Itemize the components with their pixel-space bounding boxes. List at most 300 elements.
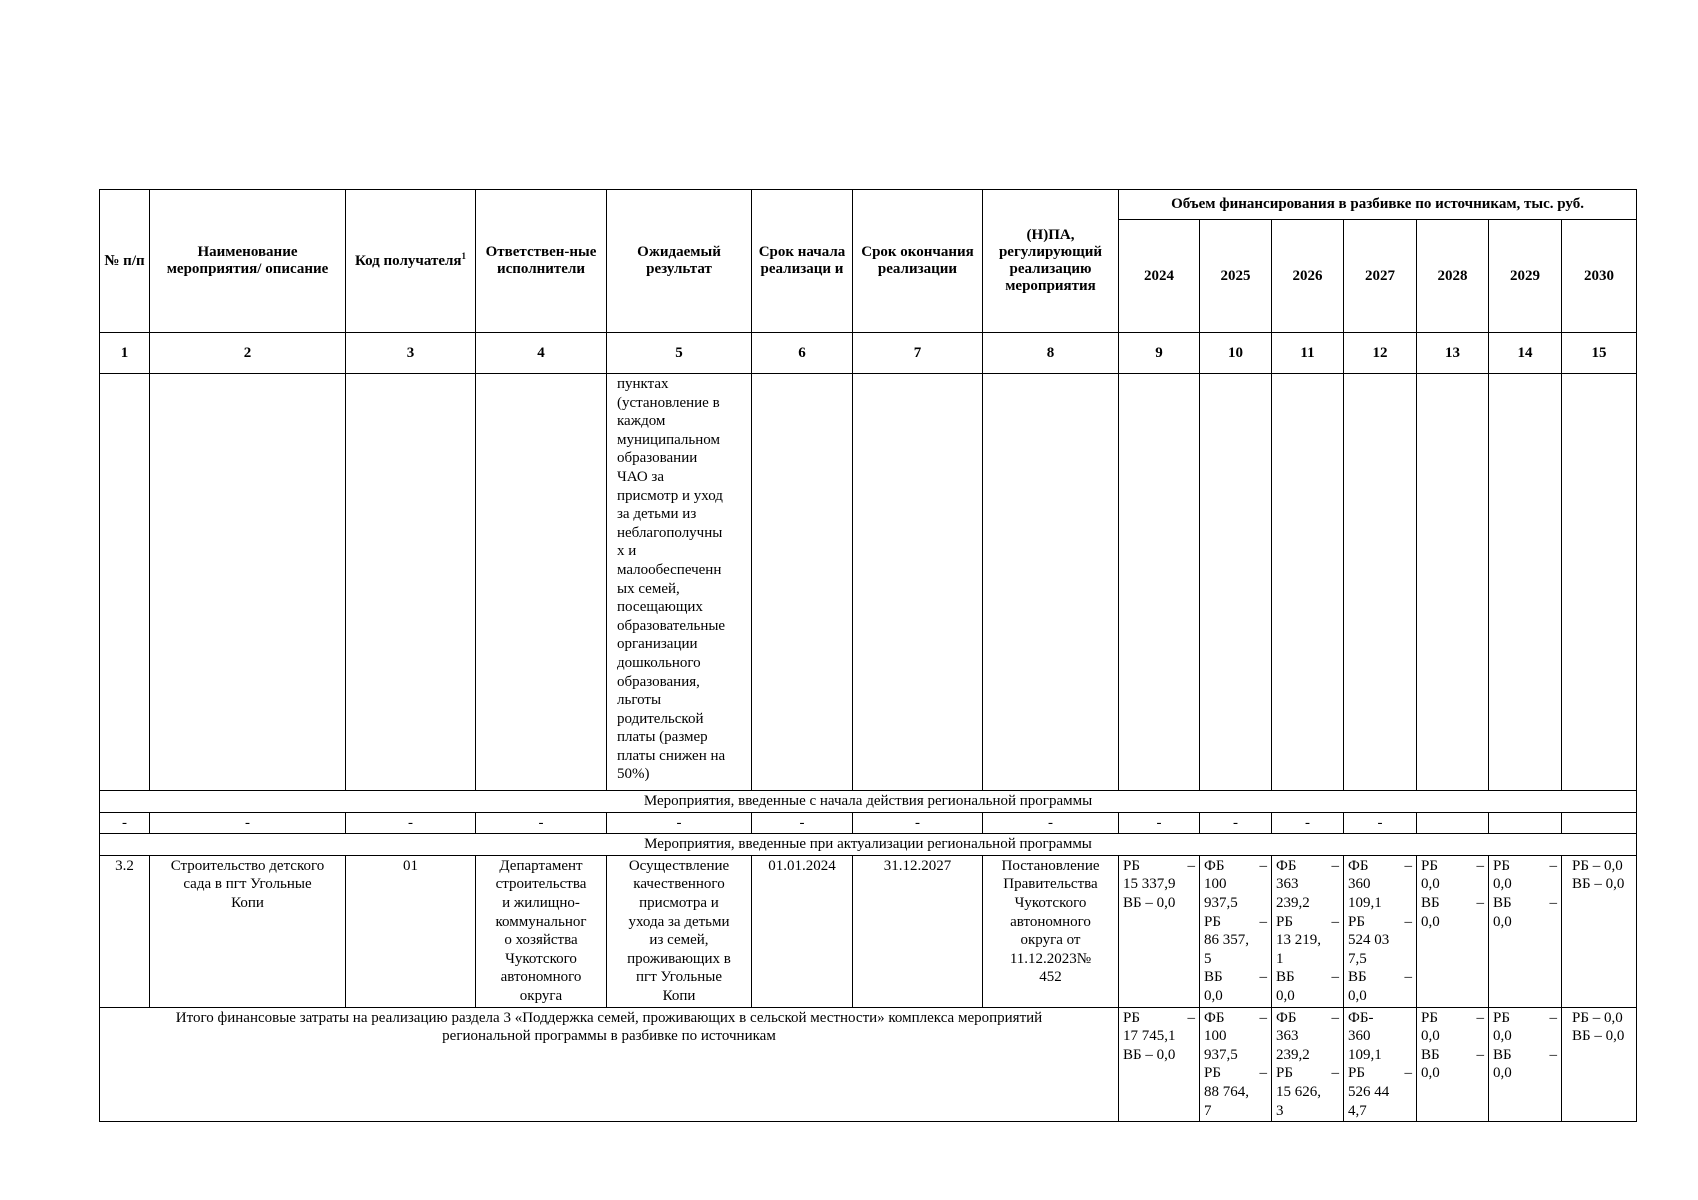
funding-line: [1493, 913, 1557, 932]
text-line: проживающих в: [627, 950, 731, 967]
header-year: 2026: [1272, 220, 1344, 333]
funding-part: 239,2: [1276, 1046, 1310, 1063]
funding-line: [1348, 913, 1412, 932]
row-3-2: [100, 855, 1637, 1007]
dash-cell: -: [1119, 812, 1200, 834]
text-line: платы снижен на: [617, 747, 726, 764]
funding-part: 0,0: [1421, 913, 1440, 930]
row-number: 3.2: [100, 855, 150, 1007]
text-line: ухода за детьми: [628, 913, 730, 930]
funding-part: 1: [1276, 950, 1284, 967]
header-year: 2030: [1562, 220, 1637, 333]
section-start-row: [100, 791, 1637, 813]
header-npa: (Н)ПА, регулирующий реализацию мероприятия: [983, 190, 1119, 333]
text-line: автономного: [1010, 913, 1091, 930]
cell-empty: [1489, 374, 1562, 791]
funding-line: [1276, 1064, 1339, 1083]
funding-part: ВБ – 0,0: [1572, 1028, 1625, 1045]
funding-line: [1493, 1009, 1557, 1028]
text-line: присмотр и уход: [617, 487, 723, 504]
funding-part: 13 219,: [1276, 932, 1321, 949]
funding-line: [1421, 913, 1484, 932]
text-line: автономного: [500, 969, 582, 986]
funding-2028: [1417, 855, 1489, 1007]
funding-part: ВБ: [1493, 894, 1512, 911]
header-end: Срок окончания реализации: [853, 190, 983, 333]
text-line: из семей,: [649, 932, 709, 949]
funding-part: ВБ: [1421, 1046, 1440, 1063]
funding-part: РБ: [1123, 857, 1140, 874]
text-line: ЧАО за: [617, 468, 664, 485]
text-line: Правительства: [1003, 876, 1098, 893]
funding-line: [1204, 1009, 1267, 1028]
dash-cell: -: [100, 812, 150, 834]
total-2028: [1417, 1007, 1489, 1122]
funding-line: [1572, 857, 1632, 876]
funding-part: РБ: [1421, 857, 1438, 874]
funding-part: 0,0: [1276, 987, 1295, 1004]
funding-part: РБ: [1204, 913, 1221, 930]
column-number: 6: [752, 333, 853, 374]
funding-part: 100: [1204, 1028, 1227, 1045]
text-line: платы (размер: [617, 729, 708, 746]
dash-cell: -: [1344, 812, 1417, 834]
header-funding: Объем финансирования в разбивке по источникам, тыс. руб.: [1119, 190, 1637, 220]
funding-line: [1421, 1064, 1484, 1083]
funding-part: 0,0: [1204, 987, 1223, 1004]
funding-part: ВБ – 0,0: [1123, 894, 1176, 911]
event-name: [150, 855, 346, 1007]
funding-line: [1204, 1027, 1267, 1046]
funding-part: –: [1331, 1009, 1339, 1026]
dash-cell: -: [1200, 812, 1272, 834]
header-num: № п/п: [100, 190, 150, 333]
text-line: Чукотского: [505, 950, 577, 967]
column-number: 9: [1119, 333, 1200, 374]
funding-part: 360: [1348, 876, 1371, 893]
header-year: 2025: [1200, 220, 1272, 333]
cell-empty: [1119, 374, 1200, 791]
funding-line: [1123, 875, 1195, 894]
header-year: 2028: [1417, 220, 1489, 333]
column-number: 3: [346, 333, 476, 374]
text-line: Осуществление: [628, 857, 730, 874]
column-number: 13: [1417, 333, 1489, 374]
cell-empty: [150, 374, 346, 791]
column-numbers-row: [100, 333, 1637, 374]
column-number: 2: [150, 333, 346, 374]
funding-line: [1276, 1102, 1339, 1121]
text-line: сада в пгт Угольные: [183, 876, 312, 893]
total-2030: [1562, 1007, 1637, 1122]
text-line: 11.12.2023№: [1009, 950, 1092, 967]
funding-part: 100: [1204, 876, 1227, 893]
funding-line: [1123, 894, 1195, 913]
financing-table: [99, 189, 1637, 1122]
funding-line: [1276, 950, 1339, 969]
funding-line: [1204, 857, 1267, 876]
regulation: [983, 855, 1119, 1007]
funding-part: РБ – 0,0: [1572, 1009, 1623, 1026]
funding-part: –: [1331, 857, 1339, 874]
funding-line: [1348, 987, 1412, 1006]
text-line: Чукотского: [1014, 894, 1087, 911]
funding-part: 86 357,: [1204, 932, 1249, 949]
funding-line: [1348, 931, 1412, 950]
funding-part: ФБ: [1204, 857, 1225, 874]
funding-part: ВБ: [1493, 1046, 1512, 1063]
cell-empty: [983, 374, 1119, 791]
funding-line: [1493, 875, 1557, 894]
header-name: Наименование мероприятия/ описание: [150, 190, 346, 333]
funding-line: [1204, 894, 1267, 913]
funding-line: [1276, 931, 1339, 950]
funding-2024: [1119, 855, 1200, 1007]
text-line: малообеспеченн: [617, 561, 722, 578]
funding-part: –: [1259, 857, 1267, 874]
funding-part: 109,1: [1348, 894, 1382, 911]
funding-part: –: [1404, 913, 1412, 930]
cell-empty: [476, 374, 607, 791]
end-date: 31.12.2027: [853, 855, 983, 1007]
text-line: региональной программы в разбивке по источникам: [442, 1028, 776, 1045]
funding-part: 360: [1348, 1028, 1371, 1045]
funding-line: [1204, 931, 1267, 950]
cell-empty: [1344, 374, 1417, 791]
funding-line: [1421, 894, 1484, 913]
dash-cell: -: [476, 812, 607, 834]
header-year: 2027: [1344, 220, 1417, 333]
funding-part: РБ: [1276, 1065, 1293, 1082]
funding-line: [1572, 875, 1632, 894]
funding-part: ВБ: [1204, 969, 1223, 986]
funding-line: [1421, 1027, 1484, 1046]
funding-part: 3: [1276, 1102, 1284, 1119]
text-line: дошкольного: [617, 654, 701, 671]
funding-line: [1348, 857, 1412, 876]
text-line: 452: [1039, 969, 1062, 986]
funding-part: 0,0: [1348, 987, 1367, 1004]
funding-part: ВБ: [1276, 969, 1295, 986]
funding-part: 17 745,1: [1123, 1028, 1176, 1045]
funding-part: 363: [1276, 876, 1299, 893]
funding-part: РБ: [1123, 1009, 1140, 1026]
total-2025: [1200, 1007, 1272, 1122]
funding-part: РБ: [1204, 1065, 1221, 1082]
funding-line: [1276, 1046, 1339, 1065]
dash-cell: -: [607, 812, 752, 834]
funding-part: 4,7: [1348, 1102, 1367, 1119]
text-line: родительской: [617, 710, 704, 727]
dash-cell: -: [1272, 812, 1344, 834]
funding-part: 5: [1204, 950, 1212, 967]
funding-line: [1493, 1064, 1557, 1083]
funding-2027: [1344, 855, 1417, 1007]
funding-part: –: [1549, 857, 1557, 874]
funding-line: [1276, 1009, 1339, 1028]
text-line: за детьми из: [617, 506, 697, 523]
funding-line: [1493, 857, 1557, 876]
funding-line: [1204, 875, 1267, 894]
funding-part: РБ: [1276, 913, 1293, 930]
funding-line: [1421, 1009, 1484, 1028]
text-line: образовании: [617, 450, 698, 467]
cell-empty: [752, 374, 853, 791]
funding-line: [1204, 950, 1267, 969]
funding-line: [1348, 1009, 1412, 1028]
funding-part: 524 03: [1348, 932, 1390, 949]
text-line: о хозяйства: [504, 932, 578, 949]
text-line: х и: [617, 543, 637, 560]
text-line: строительства: [495, 876, 587, 893]
cell-empty: [1417, 374, 1489, 791]
total-2029: [1489, 1007, 1562, 1122]
funding-part: РБ: [1421, 1009, 1438, 1026]
funding-part: ВБ – 0,0: [1572, 876, 1625, 893]
header-result: Ожидаемый результат: [607, 190, 752, 333]
funding-line: [1123, 1027, 1195, 1046]
header-year: 2029: [1489, 220, 1562, 333]
funding-line: [1276, 987, 1339, 1006]
column-number: 15: [1562, 333, 1637, 374]
funding-line: [1123, 1046, 1195, 1065]
funding-part: ВБ: [1348, 969, 1367, 986]
funding-part: 7,5: [1348, 950, 1367, 967]
text-line: образования,: [617, 673, 700, 690]
funding-line: [1204, 913, 1267, 932]
funding-line: [1421, 857, 1484, 876]
funding-part: РБ – 0,0: [1572, 857, 1623, 874]
funding-line: [1276, 894, 1339, 913]
text-line: образовательные: [617, 617, 726, 634]
funding-part: 0,0: [1421, 1028, 1440, 1045]
continuation-result: [607, 374, 752, 791]
cell-empty: [346, 374, 476, 791]
text-line: организации: [617, 636, 698, 653]
text-line: коммунальног: [495, 913, 587, 930]
cell-empty: [1272, 374, 1344, 791]
funding-part: 88 764,: [1204, 1083, 1249, 1100]
funding-part: –: [1259, 1065, 1267, 1082]
funding-line: [1493, 1046, 1557, 1065]
funding-line: [1493, 894, 1557, 913]
text-line: 50%): [617, 766, 650, 783]
funding-line: [1348, 875, 1412, 894]
dash-cell: -: [853, 812, 983, 834]
section-update-title: Мероприятия, введенные при актуализации региональной программы: [100, 834, 1637, 856]
funding-part: –: [1331, 1065, 1339, 1082]
funding-line: [1572, 1027, 1632, 1046]
text-line: посещающих: [617, 599, 703, 616]
funding-line: [1348, 950, 1412, 969]
column-number: 4: [476, 333, 607, 374]
funding-part: –: [1549, 1009, 1557, 1026]
column-number: 8: [983, 333, 1119, 374]
column-number: 10: [1200, 333, 1272, 374]
funding-part: 0,0: [1421, 876, 1440, 893]
funding-line: [1348, 1064, 1412, 1083]
total-2027: [1344, 1007, 1417, 1122]
funding-part: ВБ: [1421, 894, 1440, 911]
funding-line: [1204, 1064, 1267, 1083]
funding-2029: [1489, 855, 1562, 1007]
funding-line: [1276, 857, 1339, 876]
funding-part: –: [1259, 1009, 1267, 1026]
funding-line: [1348, 1102, 1412, 1121]
column-number: 7: [853, 333, 983, 374]
funding-line: [1276, 1083, 1339, 1102]
funding-part: РБ: [1348, 1065, 1365, 1082]
funding-line: [1572, 1009, 1632, 1028]
text-line: Постановление: [1001, 857, 1100, 874]
funding-line: [1421, 1046, 1484, 1065]
funding-part: 937,5: [1204, 1046, 1238, 1063]
funding-line: [1348, 1083, 1412, 1102]
funding-part: 239,2: [1276, 894, 1310, 911]
funding-part: 526 44: [1348, 1083, 1390, 1100]
text-line: округа от: [1020, 932, 1081, 949]
text-line: Департамент: [499, 857, 583, 874]
funding-part: РБ: [1493, 1009, 1510, 1026]
cell-empty: [853, 374, 983, 791]
funding-part: 15 626,: [1276, 1083, 1321, 1100]
funding-line: [1123, 857, 1195, 876]
funding-part: –: [1476, 857, 1484, 874]
funding-line: [1204, 987, 1267, 1006]
funding-part: 15 337,9: [1123, 876, 1176, 893]
text-line: и жилищно-: [502, 894, 580, 911]
funding-part: –: [1476, 1046, 1484, 1063]
cell-empty: [1200, 374, 1272, 791]
funding-line: [1276, 875, 1339, 894]
total-row: [100, 1007, 1637, 1122]
funding-line: [1276, 913, 1339, 932]
column-number: 11: [1272, 333, 1344, 374]
funding-part: –: [1187, 1009, 1195, 1026]
section-update-row: [100, 834, 1637, 856]
funding-part: –: [1404, 1065, 1412, 1082]
funding-part: ФБ: [1276, 857, 1297, 874]
funding-part: 0,0: [1493, 1028, 1512, 1045]
section-start-title: Мероприятия, введенные с начала действия региональной программы: [100, 791, 1637, 813]
text-line: ых семей,: [617, 580, 680, 597]
funding-part: 0,0: [1493, 913, 1512, 930]
text-line: округа: [519, 987, 563, 1004]
funding-part: –: [1404, 857, 1412, 874]
funding-line: [1348, 894, 1412, 913]
funding-line: [1204, 968, 1267, 987]
text-line: неблагополучны: [617, 524, 723, 541]
continuation-row: [100, 374, 1637, 791]
funding-part: ВБ – 0,0: [1123, 1046, 1176, 1063]
funding-line: [1493, 1027, 1557, 1046]
funding-line: [1123, 1009, 1195, 1028]
header-code: [346, 190, 476, 333]
funding-part: ФБ: [1276, 1009, 1297, 1026]
funding-line: [1204, 1046, 1267, 1065]
funding-line: [1276, 1027, 1339, 1046]
start-date: 01.01.2024: [752, 855, 853, 1007]
funding-2026: [1272, 855, 1344, 1007]
column-number: 5: [607, 333, 752, 374]
text-line: присмотра и: [639, 894, 719, 911]
funding-part: –: [1331, 969, 1339, 986]
funding-2030: [1562, 855, 1637, 1007]
header-row-1: [100, 190, 1637, 220]
recipient-code: 01: [346, 855, 476, 1007]
funding-part: –: [1476, 894, 1484, 911]
total-2026: [1272, 1007, 1344, 1122]
text-line: Итого финансовые затраты на реализацию раздела 3 «Поддержка семей, проживающих в сельской местности» комплекса мероприятий: [175, 1009, 1043, 1026]
header-executors: Ответствен-ные исполнители: [476, 190, 607, 333]
funding-line: [1348, 968, 1412, 987]
text-line: Копи: [231, 894, 264, 911]
executor: [476, 855, 607, 1007]
text-line: (установление в: [617, 394, 720, 411]
text-line: Строительство детского: [170, 857, 325, 874]
funding-part: –: [1476, 1009, 1484, 1026]
funding-line: [1204, 1102, 1267, 1121]
funding-part: РБ: [1348, 913, 1365, 930]
funding-part: ФБ: [1348, 857, 1369, 874]
text-line: качественного: [633, 876, 725, 893]
funding-2025: [1200, 855, 1272, 1007]
funding-line: [1204, 1083, 1267, 1102]
dash-cell: -: [752, 812, 853, 834]
dash-row: [100, 812, 1637, 834]
dash-cell: [1562, 812, 1637, 834]
funding-part: –: [1331, 913, 1339, 930]
expected-result: [607, 855, 752, 1007]
funding-part: –: [1549, 894, 1557, 911]
text-line: льготы: [617, 692, 662, 709]
funding-part: –: [1259, 969, 1267, 986]
funding-part: РБ: [1493, 857, 1510, 874]
total-2024: [1119, 1007, 1200, 1122]
header-code-text: Код получателя: [354, 252, 462, 269]
funding-part: –: [1404, 969, 1412, 986]
funding-part: 937,5: [1204, 894, 1238, 911]
footnote-marker: 1: [461, 250, 467, 261]
column-number: 14: [1489, 333, 1562, 374]
funding-line: [1421, 875, 1484, 894]
dash-cell: [1489, 812, 1562, 834]
funding-part: 109,1: [1348, 1046, 1382, 1063]
funding-part: –: [1187, 857, 1195, 874]
funding-part: 0,0: [1421, 1065, 1440, 1082]
funding-part: ФБ-: [1348, 1009, 1374, 1026]
funding-part: –: [1259, 913, 1267, 930]
funding-part: 0,0: [1493, 876, 1512, 893]
dash-cell: -: [150, 812, 346, 834]
funding-part: 7: [1204, 1102, 1212, 1119]
column-number: 1: [100, 333, 150, 374]
funding-part: ФБ: [1204, 1009, 1225, 1026]
text-line: пунктах: [617, 376, 669, 392]
funding-part: 0,0: [1493, 1065, 1512, 1082]
text-line: муниципальном: [617, 431, 720, 448]
funding-part: –: [1549, 1046, 1557, 1063]
funding-line: [1276, 968, 1339, 987]
funding-line: [1348, 1046, 1412, 1065]
total-label: [100, 1007, 1119, 1122]
header-start: Срок начала реализаци и: [752, 190, 853, 333]
cell-empty: [1562, 374, 1637, 791]
dash-cell: [1417, 812, 1489, 834]
text-line: каждом: [617, 413, 666, 430]
text-line: Копи: [662, 987, 696, 1004]
cell-empty: [100, 374, 150, 791]
